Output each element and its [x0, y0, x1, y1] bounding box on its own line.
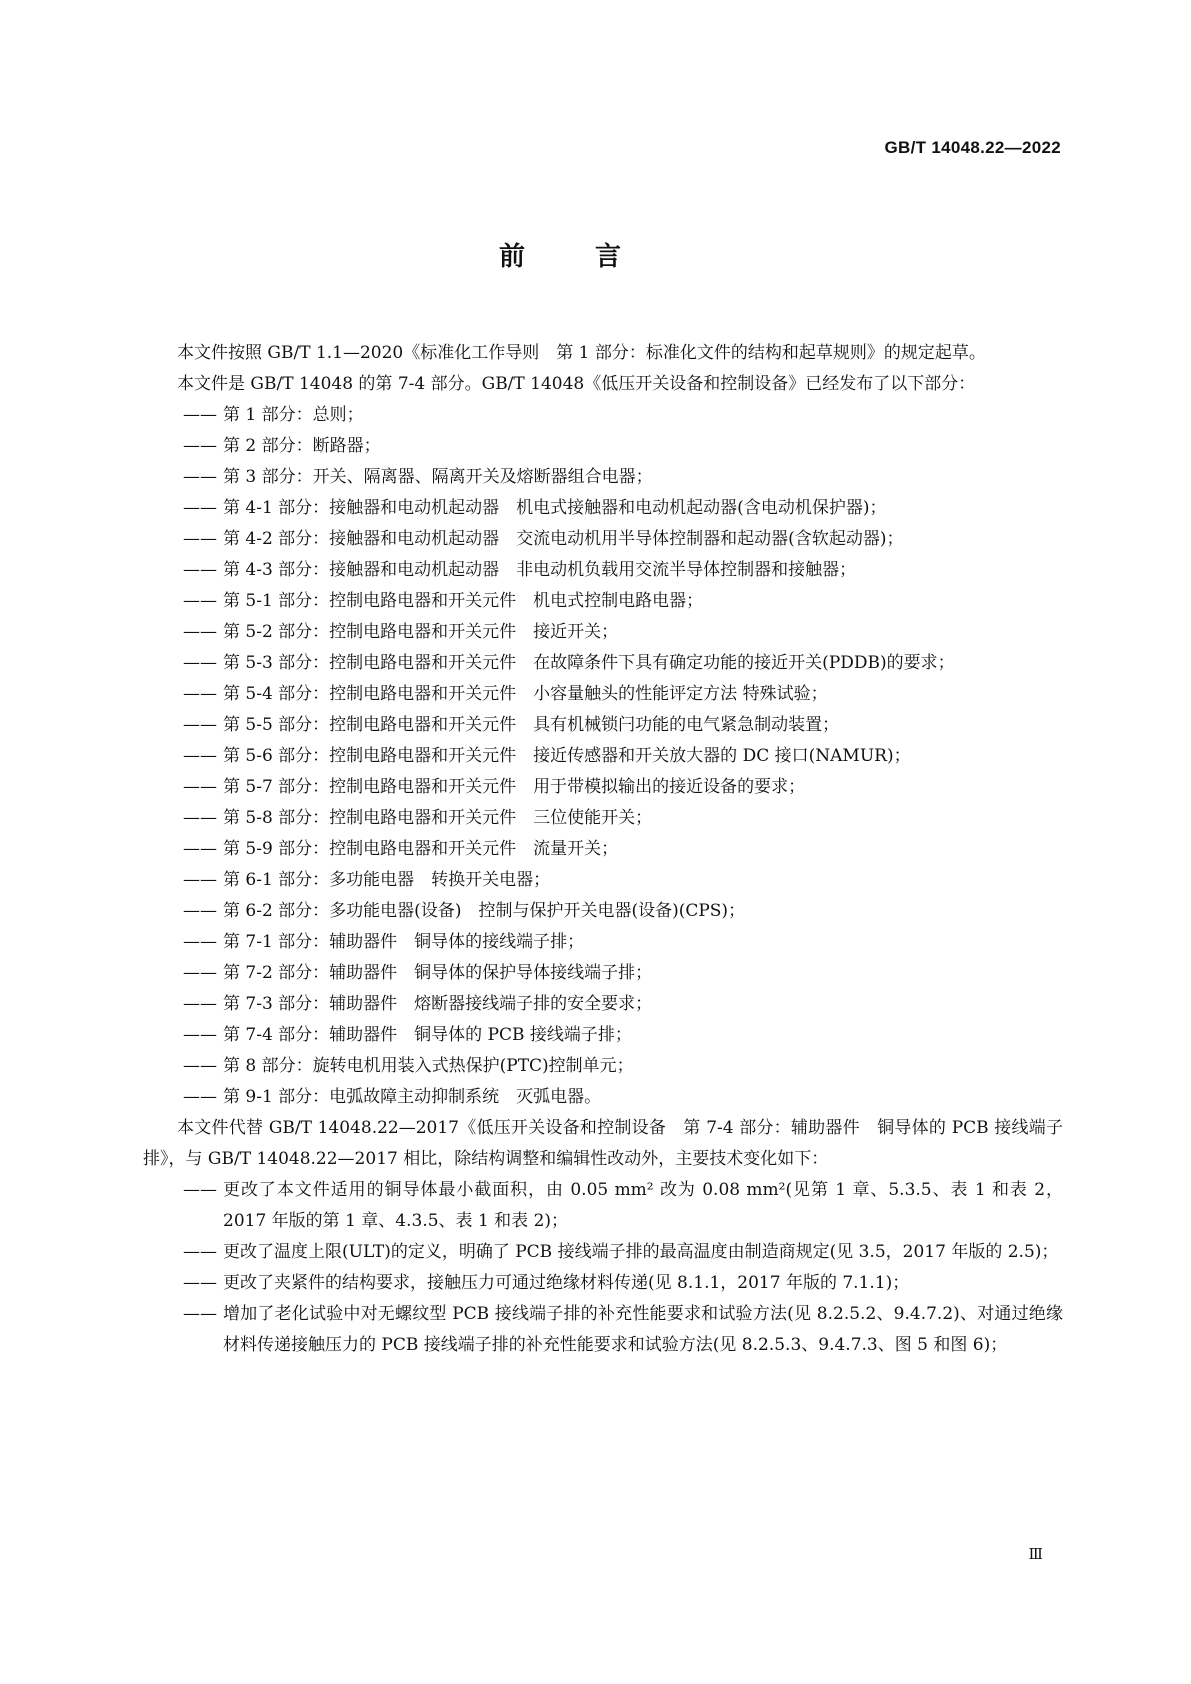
- list-dash: ——: [183, 932, 217, 952]
- list-dash: ——: [183, 1025, 217, 1045]
- list-item-text: 更改了本文件适用的铜导体最小截面积，由 0.05 mm² 改为 0.08 mm²(见第 1 章、5.3.5、表 1 和表 2，2017 年版的第 1 章、4.3.5、表 1 和表 2)；: [223, 1180, 1063, 1231]
- part-list-item: [143, 927, 1063, 958]
- list-item-text: 第 5-9 部分：控制电路电器和开关元件 流量开关；: [223, 839, 619, 859]
- list-item-text: 第 5-2 部分：控制电路电器和开关元件 接近开关；: [223, 622, 619, 642]
- part-list-item: [143, 803, 1063, 834]
- document-body: [143, 338, 1063, 1361]
- list-dash: ——: [183, 963, 217, 983]
- part-list-item: [143, 989, 1063, 1020]
- paragraph-series-intro: 本文件是 GB/T 14048 的第 7-4 部分。GB/T 14048《低压开关设备和控制设备》已经发布了以下部分：: [177, 374, 976, 394]
- list-item-text: 第 6-1 部分：多功能电器 转换开关电器；: [223, 870, 551, 890]
- list-item-text: 增加了老化试验中对无螺纹型 PCB 接线端子排的补充性能要求和试验方法(见 8.2.5.2、9.4.7.2)、对通过绝缘材料传递接触压力的 PCB 接线端子排的补充性能要求和试验方法(见 8.2.5.3、9.4.7.3、图 5 和图 6)；: [223, 1304, 1063, 1355]
- list-dash: ——: [183, 870, 217, 890]
- list-item-text: 第 3 部分：开关、隔离器、隔离开关及熔断器组合电器；: [223, 467, 653, 487]
- part-list-item: [143, 896, 1063, 927]
- list-dash: ——: [183, 808, 217, 828]
- list-item-text: 第 1 部分：总则；: [223, 405, 364, 425]
- change-list-item: [143, 1237, 1063, 1268]
- part-list-item: [143, 524, 1063, 555]
- part-list-item: [143, 772, 1063, 803]
- list-item-text: 更改了夹紧件的结构要求，接触压力可通过绝缘材料传递(见 8.1.1，2017 年版的 7.1.1)；: [223, 1273, 910, 1293]
- list-dash: ——: [183, 715, 217, 735]
- part-list-item: [143, 679, 1063, 710]
- part-list-item: [143, 834, 1063, 865]
- list-item-text: 第 8 部分：旋转电机用装入式热保护(PTC)控制单元；: [223, 1056, 634, 1076]
- list-dash: ——: [183, 839, 217, 859]
- list-item-text: 第 5-1 部分：控制电路电器和开关元件 机电式控制电路电器；: [223, 591, 704, 611]
- list-dash: ——: [183, 684, 217, 704]
- list-dash: ——: [183, 405, 217, 425]
- list-item-text: 第 6-2 部分：多功能电器(设备) 控制与保护开关电器(设备)(CPS)；: [223, 901, 746, 921]
- list-dash: ——: [183, 901, 217, 921]
- list-item-text: 第 4-1 部分：接触器和电动机起动器 机电式接触器和电动机起动器(含电动机保护器)；: [223, 498, 887, 518]
- paragraph-replacement: 本文件代替 GB/T 14048.22—2017《低压开关设备和控制设备 第 7-4 部分：辅助器件 铜导体的 PCB 接线端子排》，与 GB/T 14048.22—2017 相比，除结构调整和编辑性改动外，主要技术变化如下：: [143, 1118, 1063, 1169]
- standard-code: GB/T 14048.22—2022: [884, 138, 1061, 157]
- list-item-text: 第 4-3 部分：接触器和电动机起动器 非电动机负载用交流半导体控制器和接触器；: [223, 560, 857, 580]
- list-item-text: 第 2 部分：断路器；: [223, 436, 381, 456]
- list-dash: ——: [183, 777, 217, 797]
- list-dash: ——: [183, 1180, 217, 1200]
- list-dash: ——: [183, 653, 217, 673]
- part-list-item: [143, 1082, 1063, 1113]
- parts-list: [143, 400, 1063, 1113]
- part-list-item: [143, 462, 1063, 493]
- list-dash: ——: [183, 746, 217, 766]
- paragraph-drafting-rules: 本文件按照 GB/T 1.1—2020《标准化工作导则 第 1 部分：标准化文件的结构和起草规则》的规定起草。: [177, 343, 986, 363]
- page-title: 前言: [498, 242, 691, 272]
- list-dash: ——: [183, 591, 217, 611]
- part-list-item: [143, 617, 1063, 648]
- list-item-text: 第 5-8 部分：控制电路电器和开关元件 三位使能开关；: [223, 808, 653, 828]
- part-list-item: [143, 431, 1063, 462]
- list-item-text: 第 7-1 部分：辅助器件 铜导体的接线端子排；: [223, 932, 585, 952]
- part-list-item: [143, 586, 1063, 617]
- part-list-item: [143, 1020, 1063, 1051]
- part-list-item: [143, 400, 1063, 431]
- list-item-text: 第 5-6 部分：控制电路电器和开关元件 接近传感器和开关放大器的 DC 接口(NAMUR)；: [223, 746, 911, 766]
- part-list-item: [143, 1051, 1063, 1082]
- list-item-text: 第 5-5 部分：控制电路电器和开关元件 具有机械锁闩功能的电气紧急制动装置；: [223, 715, 840, 735]
- list-item-text: 更改了温度上限(ULT)的定义，明确了 PCB 接线端子排的最高温度由制造商规定(见 3.5，2017 年版的 2.5)；: [223, 1242, 1059, 1262]
- list-item-text: 第 5-3 部分：控制电路电器和开关元件 在故障条件下具有确定功能的接近开关(PDDB)的要求；: [223, 653, 955, 673]
- part-list-item: [143, 493, 1063, 524]
- change-list-item: [143, 1175, 1063, 1237]
- list-item-text: 第 5-7 部分：控制电路电器和开关元件 用于带模拟输出的接近设备的要求；: [223, 777, 806, 797]
- list-dash: ——: [183, 994, 217, 1014]
- part-list-item: [143, 741, 1063, 772]
- list-dash: ——: [183, 529, 217, 549]
- part-list-item: [143, 958, 1063, 989]
- list-dash: ——: [183, 1087, 217, 1107]
- list-item-text: 第 7-4 部分：辅助器件 铜导体的 PCB 接线端子排；: [223, 1025, 632, 1045]
- list-dash: ——: [183, 1273, 217, 1293]
- list-item-text: 第 7-3 部分：辅助器件 熔断器接线端子排的安全要求；: [223, 994, 653, 1014]
- part-list-item: [143, 648, 1063, 679]
- changes-list: [143, 1175, 1063, 1361]
- list-dash: ——: [183, 467, 217, 487]
- page-number: Ⅲ: [1028, 1545, 1043, 1563]
- list-dash: ——: [183, 1304, 217, 1324]
- list-dash: ——: [183, 560, 217, 580]
- list-dash: ——: [183, 1056, 217, 1076]
- list-item-text: 第 9-1 部分：电弧故障主动抑制系统 灭弧电器。: [223, 1087, 602, 1107]
- change-list-item: [143, 1299, 1063, 1361]
- part-list-item: [143, 710, 1063, 741]
- list-item-text: 第 7-2 部分：辅助器件 铜导体的保护导体接线端子排；: [223, 963, 653, 983]
- part-list-item: [143, 865, 1063, 896]
- list-item-text: 第 5-4 部分：控制电路电器和开关元件 小容量触头的性能评定方法 特殊试验；: [223, 684, 828, 704]
- part-list-item: [143, 555, 1063, 586]
- list-dash: ——: [183, 622, 217, 642]
- list-dash: ——: [183, 436, 217, 456]
- list-item-text: 第 4-2 部分：接触器和电动机起动器 交流电动机用半导体控制器和起动器(含软起动器)；: [223, 529, 904, 549]
- list-dash: ——: [183, 498, 217, 518]
- list-dash: ——: [183, 1242, 217, 1262]
- change-list-item: [143, 1268, 1063, 1299]
